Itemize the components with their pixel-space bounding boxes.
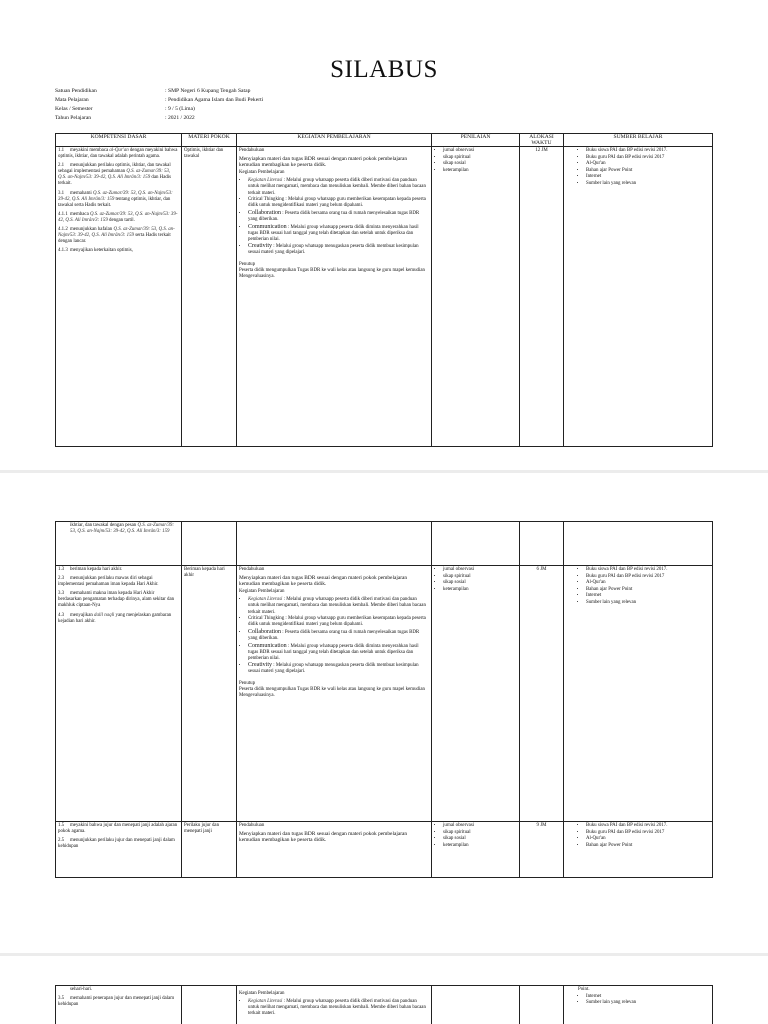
kegiatan-cell — [237, 147, 432, 447]
creativity-item: • Creativity : Melalui group whatsapp menugaskan peserta didik membuat kesimpulan sesuai materi yang dipelajari. — [248, 662, 429, 675]
table-header-row — [56, 134, 713, 147]
kegiatan-cell — [237, 986, 432, 1024]
table-row — [56, 147, 713, 447]
header-kegiatan: KEGIATAN PEMBELAJARAN — [237, 134, 432, 147]
kd-item: 2.1 menunjukkan perilaku optimis, ikhtiar, dan tawakal sebagai implementasi pemahaman Q.S. az-Zumar/39: 53, Q.S. an-Najm/53: 39-42, Q.S. Ali Imrân/3: 159 dan Hadis terkait. — [58, 163, 172, 187]
materi-cell: Perilaku jujur dan menepati janji — [182, 822, 237, 878]
pendahuluan-heading: Pendahuluan — [239, 567, 265, 572]
penilaian-item: • sikap sosial — [443, 836, 517, 842]
kd-item: 4.1.3 menyajikan keterkaitan optimis, — [58, 248, 133, 254]
penilaian-item: • sikap spiritual — [443, 830, 517, 836]
header-kd: KOMPETENSI DASAR — [56, 134, 182, 147]
kd-cell — [56, 147, 182, 447]
pendahuluan-text: Menyiapkan materi dan tugas BDR sesuai dengan materi pokok pembelajaran kemudian membagikan ke peserta didik. — [239, 156, 408, 169]
collaboration-item: • Collaboration : Peserta didik bersama orang tua di rumah menyelesaikan tugas BDR yang diberikan. — [248, 210, 429, 223]
sumber-item: • Internet — [586, 593, 710, 599]
literasi-item: • Kegiatan Literasi : Melalui group whatsapp peserta didik diberi motivasi dan panduan untuk melihat mengamati, membaca dan menuliskan kembali. Membe diberi bahan bacaan terkait materi. — [248, 999, 429, 1017]
sumber-item: • Al-Qur'an — [586, 836, 710, 842]
sumber-cell — [564, 147, 713, 447]
pendahuluan-heading: Pendahuluan — [239, 148, 265, 153]
kd-item: 4.1.1 membaca Q.S. az-Zumar/39: 53, Q.S. an-Najm/53: 39-42, Q.S. Ali Imrân/3: 159 dengan tartil. — [58, 211, 178, 223]
kegiatan-cell — [237, 566, 432, 822]
header-alokasi: ALOKASI WAKTU — [520, 134, 564, 147]
literasi-item: • Kegiatan Literasi : Melalui group whatsapp peserta didik diberi motivasi dan panduan untuk melihat mengamati, membaca dan menuliskan kembali. Membe diberi bahan bacaan terkait materi. — [248, 597, 429, 615]
critical-thinking-item: • Critical Thingking : Melalui group whatsapp guru memberikan kesempatan kepada peserta didik untuk mengidentifikasi materi yang belum dipahami. — [248, 616, 429, 628]
penutup-text-2: Mengevaluasinya. — [239, 273, 275, 279]
creativity-item: • Creativity : Melalui group whatsapp menugaskan peserta didik membuat kesimpulan sesuai materi yang dipelajari. — [248, 243, 429, 256]
sumber-cell — [564, 522, 713, 566]
kd-item: 1.5 meyakini bahwa jujur dan menepati janji adalah ajaran pokok agama. — [58, 823, 178, 835]
sumber-item: • Bahan ajar Power Point — [586, 587, 710, 593]
alokasi-cell — [520, 986, 564, 1024]
sumber-item: • Buku siswa PAI dan BP edisi revisi 2017. — [586, 148, 710, 154]
sumber-item: • Internet — [586, 994, 710, 1000]
sumber-item: • Buku siswa PAI dan BP edisi revisi 2017. — [586, 567, 710, 573]
penutup-text-2: Mengevaluasinya. — [239, 692, 275, 698]
collaboration-item: • Collaboration : Peserta didik bersama orang tua di rumah menyelesaikan tugas BDR yang diberikan. — [248, 629, 429, 642]
page-title: SILABUS — [330, 56, 438, 83]
info-label: Satuan Pendidikan — [55, 88, 97, 94]
syllabus-table — [55, 985, 713, 1024]
info-value: : 2021 / 2022 — [165, 115, 195, 121]
penutup-heading: Penutup — [239, 261, 256, 267]
info-label: Mata Pelajaran — [55, 97, 89, 103]
penilaian-item: • sikap spiritual — [443, 155, 517, 161]
info-label: Tahun Pelajaran — [55, 115, 92, 121]
page-2 — [0, 473, 768, 953]
alokasi-cell — [520, 522, 564, 566]
kd-cell: ikhtiar, dan tawakal dengan pesan Q.S. az-Zumar/39: 53, Q.S. an-Najm/53: 39-42, Q.S. Ali Imrân/3: 159 — [56, 522, 182, 566]
penilaian-item: • jurnal observasi — [443, 148, 517, 154]
sumber-item: • Al-Qur'an — [586, 161, 710, 167]
table-row — [56, 822, 713, 878]
penilaian-item: • keterampilan — [443, 168, 517, 174]
kd-item: 4.1.2 menunjukkan hafalan Q.S. az-Zumar/39: 53, Q.S. an-Najm/53: 39-42, Q.S. Ali Imrân/3: 159 serta Hadis terkait dengan lancar. — [58, 227, 175, 245]
penilaian-item: • sikap sosial — [443, 580, 517, 586]
penilaian-cell — [432, 147, 520, 447]
kd-cell — [56, 986, 182, 1024]
inti-heading: Kegiatan Pembelajaran — [239, 991, 285, 996]
sumber-cell — [564, 986, 713, 1024]
materi-cell — [182, 522, 237, 566]
materi-cell: Beriman kepada hari akhir — [182, 566, 237, 822]
pendahuluan-text: Menyiapkan materi dan tugas BDR sesuai dengan materi pokok pembelajaran kemudian membagikan ke peserta didik. — [239, 575, 408, 588]
materi-cell — [182, 986, 237, 1024]
materi-cell: Optimis, ikhtiar dan tawakal — [182, 147, 237, 447]
kd-item: 2.3 menunjukkan perilaku mawas diri sebagai implementasi pemahaman iman kepada Hari Akhir. — [58, 576, 159, 588]
kd-continuation: sehari-hari. — [70, 987, 93, 992]
penilaian-item: • keterampilan — [443, 843, 517, 849]
sumber-item: • Sumber lain yang relevan — [586, 1000, 710, 1006]
document-info — [55, 87, 263, 123]
sumber-item: • Al-Qur'an — [586, 580, 710, 586]
alokasi-cell: 6 JM — [520, 566, 564, 822]
kegiatan-cell — [237, 822, 432, 878]
info-value: : SMP Negeri 6 Kupang Tengah Satap — [165, 88, 251, 94]
pendahuluan-heading: Pendahuluan — [239, 823, 265, 828]
critical-thinking-item: • Critical Thingking : Melalui group whatsapp guru memberikan kesempatan kepada peserta didik untuk mengidentifikasi materi yang belum dipahami. — [248, 197, 429, 209]
table-row — [56, 986, 713, 1024]
literasi-item: • Kegiatan Literasi : Melalui group whatsapp peserta didik diberi motivasi dan panduan untuk melihat mengamati, membaca dan menuliskan kembali. Membe diberi bahan bacaan terkait materi. — [248, 178, 429, 196]
penilaian-item: • sikap sosial — [443, 161, 517, 167]
kd-item: 1.3 beriman kepada hari akhir. — [58, 567, 123, 572]
penilaian-item: • jurnal observasi — [443, 823, 517, 829]
penilaian-cell — [432, 986, 520, 1024]
penilaian-cell — [432, 566, 520, 822]
kd-item: 4.3 menyajikan dalil naqli yang menjelaskan gambaran kejadian hari akhir. — [58, 612, 172, 624]
inti-heading: Kegiatan Pembelajaran — [239, 170, 285, 176]
syllabus-table — [55, 521, 713, 878]
kegiatan-cell — [237, 522, 432, 566]
header-penilaian: PENILAIAN — [432, 134, 520, 147]
alokasi-cell: 9 JM — [520, 822, 564, 878]
table-row — [56, 566, 713, 822]
sumber-item: • Buku siswa PAI dan BP edisi revisi 2017. — [586, 823, 710, 829]
page-1 — [0, 0, 768, 470]
page-3 — [0, 956, 768, 1024]
sumber-item: • Sumber lain yang relevan — [586, 600, 710, 606]
info-value: : Pendidikan Agama Islam dan Budi Pekerti — [165, 97, 264, 103]
kd-cell — [56, 566, 182, 822]
table-row — [56, 522, 713, 566]
inti-heading: Kegiatan Pembelajaran — [239, 589, 285, 595]
penilaian-item: • keterampilan — [443, 587, 517, 593]
kd-item: 3.3 memahami makna iman kepada Hari Akhir berdasarkan pengamatan terhadap dirinya, alam sekitar dan makhluk ciptaan-Nya — [58, 591, 175, 609]
sumber-item: • Buku guru PAI dan BP edisi revisi 2017 — [586, 155, 710, 161]
pendahuluan-text: Menyiapkan materi dan tugas BDR sesuai dengan materi pokok pembelajaran kemudian membagikan ke peserta didik. — [239, 831, 408, 844]
kd-item: 2.5 menunjukkan perilaku jujur dan menepati janji dalam kehidupan — [58, 838, 175, 850]
header-materi: MATERI POKOK — [182, 134, 237, 147]
kd-item: 3.1 memahami Q.S. az-Zumar/39: 53, Q.S. an-Najm/53: 39-42, Q.S. Ali Imrân/3: 159 tentang optimis, ikhtiar, dan tawakal serta Hadis terkait. — [58, 190, 173, 208]
info-value: : 9 / 5 (Lima) — [165, 106, 195, 112]
sumber-item: • Internet — [586, 174, 710, 180]
penilaian-item: • sikap spiritual — [443, 574, 517, 580]
communication-item: • Communication : Melalui group whatsapp peserta didik diminta menyerahkan hasil tugas BDR sesuai hari tanggal yang telah ditetapkan dan setelah untuk diperiksa dan pemberian nilai. — [248, 224, 429, 243]
penilaian-cell — [432, 522, 520, 566]
sumber-item: • Buku guru PAI dan BP edisi revisi 2017 — [586, 574, 710, 580]
sumber-item: • Buku guru PAI dan BP edisi revisi 2017 — [586, 830, 710, 836]
penilaian-item: • jurnal observasi — [443, 567, 517, 573]
penutup-heading: Penutup — [239, 680, 256, 686]
sumber-cell — [564, 566, 713, 822]
alokasi-cell: 12 JM — [520, 147, 564, 447]
kd-item: 1.1 meyakini membaca al-Qur'an dengan meyakini bahwa optimis, ikhtiar, dan tawakal adalah perintah agama. — [58, 148, 178, 160]
header-sumber: SUMBER BELAJAR — [564, 134, 713, 147]
sumber-item: • Bahan ajar Power Point — [586, 843, 710, 849]
sumber-item: • Bahan ajar Power Point — [586, 168, 710, 174]
syllabus-table — [55, 133, 713, 447]
penutup-text: Peserta didik mengumpulkan Tugas BDR ke wali kelas atau langsung ke guru mapel kemudian — [239, 267, 425, 273]
communication-item: • Communication : Melalui group whatsapp peserta didik diminta menyerahkan hasil tugas BDR sesuai hari tanggal yang telah ditetapkan dan setelah untuk diperiksa dan pemberian nilai. — [248, 643, 429, 662]
sumber-cell — [564, 822, 713, 878]
penilaian-cell — [432, 822, 520, 878]
sumber-item-tail: Point. — [578, 987, 590, 992]
sumber-item: • Sumber lain yang relevan — [586, 181, 710, 187]
kd-item: 3.5 memahami penerapan jujur dan menepati janji dalam kehidupan — [58, 996, 175, 1008]
penutup-text: Peserta didik mengumpulkan Tugas BDR ke wali kelas atau langsung ke guru mapel kemudian — [239, 686, 425, 692]
info-label: Kelas / Semester — [55, 106, 93, 112]
kd-cell — [56, 822, 182, 878]
